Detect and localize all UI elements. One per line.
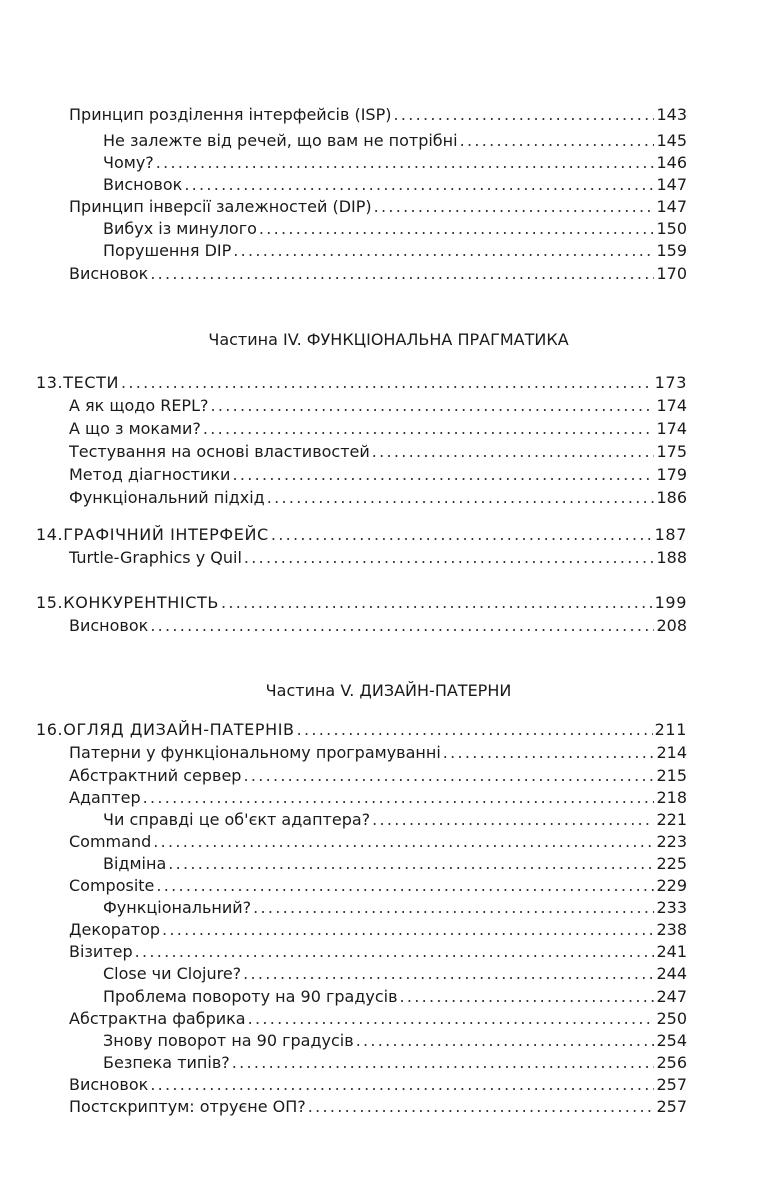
page-number: 247 (656, 987, 687, 1006)
dot-leader (156, 152, 655, 174)
page-number: 257 (656, 1097, 687, 1116)
toc-entry (103, 130, 687, 152)
entry-title: Абстрактний сервер (69, 766, 242, 785)
dot-leader (232, 1052, 655, 1074)
chapter-number: 15. (36, 593, 64, 612)
entry-title: Command (69, 832, 152, 851)
toc-entry (103, 1052, 687, 1074)
toc-entry (69, 831, 687, 853)
chapter-entry (36, 524, 687, 546)
toc-entry (69, 1008, 687, 1030)
entry-title: Тестування на основі властивостей (69, 442, 370, 461)
page-number: 170 (656, 264, 687, 283)
page-number: 188 (656, 548, 687, 567)
chapter-entry (36, 372, 687, 394)
dot-leader (243, 765, 654, 787)
page-number: 147 (656, 197, 687, 216)
page-number: 250 (656, 1009, 687, 1028)
page-number: 211 (654, 720, 687, 739)
entry-title: Постскриптум: отруєне ОП? (69, 1097, 306, 1116)
page-number: 215 (656, 766, 687, 785)
page-number: 208 (656, 616, 687, 635)
toc-entry (103, 809, 687, 831)
page-number: 238 (656, 920, 687, 939)
chapter-number: 14. (36, 525, 64, 544)
entry-title: Принцип розділення інтерфейсів (ISP) (69, 105, 392, 124)
page-number: 145 (656, 131, 687, 150)
page-number: 186 (656, 488, 687, 507)
chapter-number: 13. (36, 373, 64, 392)
dot-leader (297, 719, 653, 741)
page-number: 146 (656, 153, 687, 172)
entry-title: Метод діагностики (69, 465, 231, 484)
entry-title: Патерни у функціональному програмуванні (69, 743, 441, 762)
dot-leader (443, 742, 655, 764)
page-number: 254 (656, 1031, 687, 1050)
dot-leader (244, 547, 655, 569)
toc-entry (69, 765, 687, 787)
toc-entry (69, 941, 687, 963)
entry-title: А як щодо REPL? (69, 396, 209, 415)
entry-title: Порушення DIP (103, 241, 232, 260)
toc-entry (69, 196, 687, 218)
toc-entry (103, 240, 687, 262)
entry-title: Висновок (69, 264, 149, 283)
entry-title: Вибух із минулого (103, 219, 257, 238)
page-number: 174 (656, 396, 687, 415)
page-number: 147 (656, 175, 687, 194)
dot-leader (168, 853, 654, 875)
entry-title: Відміна (103, 854, 167, 873)
page-number: 187 (654, 525, 687, 544)
page-number: 257 (656, 1075, 687, 1094)
dot-leader (308, 1096, 655, 1118)
entry-title: Візитер (69, 942, 133, 961)
dot-leader (143, 787, 655, 809)
entry-title: Функціональний? (103, 898, 252, 917)
toc-entry (69, 1074, 687, 1096)
dot-leader (267, 487, 655, 509)
dot-leader (243, 963, 654, 985)
page-number: 159 (656, 241, 687, 260)
page-number: 223 (656, 832, 687, 851)
chapter-title: ТЕСТИ (63, 373, 120, 392)
dot-leader (372, 809, 654, 831)
dot-leader (248, 1008, 655, 1030)
toc-entry (103, 1030, 687, 1052)
toc-entry (69, 615, 687, 637)
dot-leader (150, 263, 654, 285)
entry-title: Чому? (103, 153, 154, 172)
dot-leader (156, 875, 654, 897)
entry-title: Не залежте від речей, що вам не потрібні (103, 131, 458, 150)
page-number: 218 (656, 788, 687, 807)
dot-leader (153, 831, 654, 853)
part-heading: Частина V. ДИЗАЙН-ПАТЕРНИ (265, 681, 512, 700)
entry-title: Close чи Clojure? (103, 964, 242, 983)
page-number: 179 (656, 465, 687, 484)
chapter-title: КОНКУРЕНТНІСТЬ (63, 593, 219, 612)
part-heading: Частина IV. ФУНКЦІОНАЛЬНА ПРАГМАТИКА (208, 330, 569, 349)
page-number: 173 (654, 373, 687, 392)
page-number: 244 (656, 964, 687, 983)
chapter-number: 16. (36, 720, 64, 739)
page-number: 143 (656, 105, 687, 124)
dot-leader (221, 592, 653, 614)
dot-leader (150, 1074, 654, 1096)
toc-entry (69, 919, 687, 941)
chapter-entry (36, 592, 687, 614)
dot-leader (460, 130, 655, 152)
dot-leader (356, 1030, 655, 1052)
toc-entry (69, 441, 687, 463)
entry-title: Composite (69, 876, 155, 895)
dot-leader (210, 395, 654, 417)
page-number: 221 (656, 810, 687, 829)
page-number: 225 (656, 854, 687, 873)
chapter-title: ГРАФІЧНИЙ ІНТЕРФЕЙС (63, 525, 269, 544)
toc-entry (69, 787, 687, 809)
entry-title: Абстрактна фабрика (69, 1009, 246, 1028)
toc-entry (69, 104, 687, 126)
toc-entry (69, 487, 687, 509)
page-number: 256 (656, 1053, 687, 1072)
entry-title: Turtle-Graphics у Quil (69, 548, 242, 567)
page-number: 174 (656, 419, 687, 438)
toc-entry (69, 418, 687, 440)
dot-leader (271, 524, 653, 546)
entry-title: Адаптер (69, 788, 141, 807)
dot-leader (393, 104, 654, 126)
toc-entry (69, 547, 687, 569)
toc-entry (103, 174, 687, 196)
toc-entry (69, 742, 687, 764)
toc-entry (103, 218, 687, 240)
dot-leader (135, 941, 655, 963)
toc-entry (69, 263, 687, 285)
page-number: 150 (656, 219, 687, 238)
page-number: 241 (656, 942, 687, 961)
toc-entry (103, 963, 687, 985)
chapter-title: ОГЛЯД ДИЗАЙН-ПАТЕРНІВ (63, 720, 295, 739)
page-number: 229 (656, 876, 687, 895)
toc-entry (103, 853, 687, 875)
entry-title: Чи справді це об'єкт адаптера? (103, 810, 371, 829)
dot-leader (162, 919, 654, 941)
dot-leader (233, 240, 654, 262)
page-number: 214 (656, 743, 687, 762)
dot-leader (400, 986, 655, 1008)
toc-entry (103, 986, 687, 1008)
entry-title: Висновок (103, 175, 183, 194)
entry-title: Декоратор (69, 920, 161, 939)
chapter-entry (36, 719, 687, 741)
entry-title: Безпека типів? (103, 1053, 230, 1072)
dot-leader (232, 464, 654, 486)
entry-title: Висновок (69, 616, 149, 635)
dot-leader (150, 615, 654, 637)
dot-leader (253, 897, 654, 919)
dot-leader (121, 372, 653, 394)
dot-leader (259, 218, 655, 240)
toc-entry (69, 875, 687, 897)
page-number: 175 (656, 442, 687, 461)
entry-title: Проблема повороту на 90 градусів (103, 987, 398, 1006)
entry-title: Знову поворот на 90 градусів (103, 1031, 354, 1050)
entry-title: Висновок (69, 1075, 149, 1094)
toc-entry (103, 897, 687, 919)
dot-leader (184, 174, 654, 196)
toc-entry (69, 1096, 687, 1118)
entry-title: Принцип інверсії залежностей (DIP) (69, 197, 372, 216)
page-number: 233 (656, 898, 687, 917)
toc-entry (69, 464, 687, 486)
dot-leader (203, 418, 655, 440)
page-number: 199 (654, 593, 687, 612)
entry-title: Функціональний підхід (69, 488, 265, 507)
entry-title: А що з моками? (69, 419, 201, 438)
dot-leader (372, 441, 655, 463)
dot-leader (374, 196, 655, 218)
toc-entry (103, 152, 687, 174)
toc-entry (69, 395, 687, 417)
